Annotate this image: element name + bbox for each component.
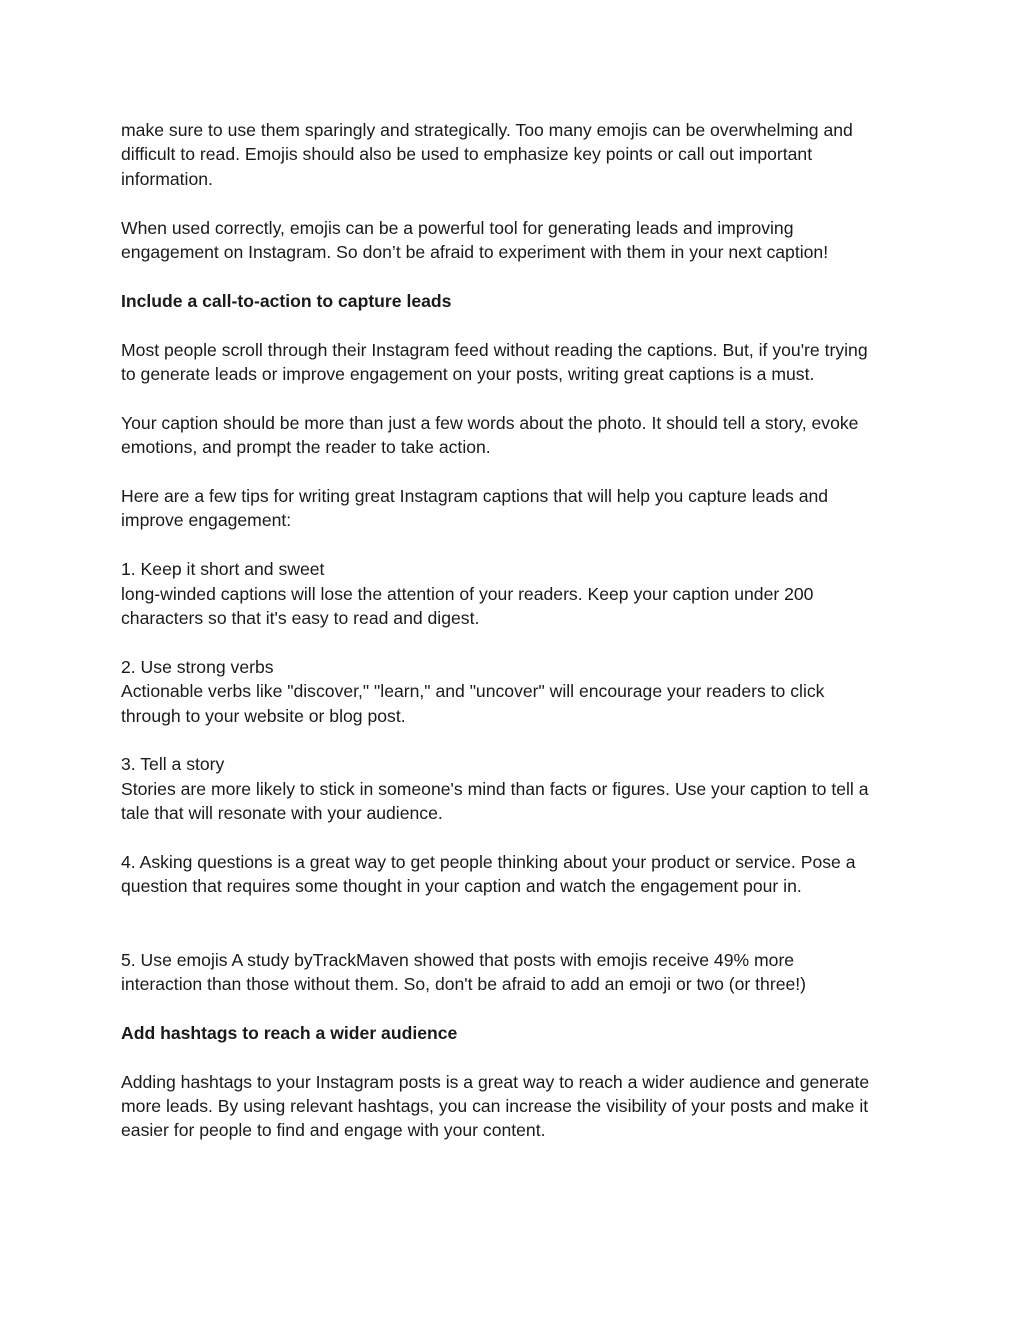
spacer: [121, 313, 911, 337]
spacer: [121, 460, 911, 484]
spacer: [121, 191, 911, 215]
tip-3-title: 3. Tell a story: [121, 754, 225, 775]
spacer: [121, 728, 911, 752]
heading-hashtags: Add hashtags to reach a wider audience: [121, 1022, 458, 1043]
spacer: [121, 386, 911, 410]
paragraph-scroll-feed: Most people scroll through their Instagram feed without reading the captions. But, if you're trying to generate leads or improve engagement on your posts, writing great captions is a must.: [121, 339, 868, 385]
spacer: [121, 264, 911, 288]
spacer: [121, 826, 911, 850]
tip-1-title: 1. Keep it short and sweet: [121, 559, 325, 580]
spacer: [121, 1045, 911, 1069]
spacer: [121, 996, 911, 1020]
paragraph-emoji-conclusion: When used correctly, emojis can be a powerful tool for generating leads and improving engagement on Instagram. So don’t be afraid to experiment with them in your next caption!: [121, 217, 829, 263]
spacer: [121, 533, 911, 557]
tip-4: 4. Asking questions is a great way to get people thinking about your product or service. Pose a question that requires some thought in your caption and watch the engagement pour in.: [121, 852, 856, 897]
tip-1-body: long-winded captions will lose the attention of your readers. Keep your caption under 200 characters so that it's easy to read and digest.: [121, 583, 814, 629]
paragraph-tips-intro: Here are a few tips for writing great Instagram captions that will help you capture leads and improve engagement:: [121, 486, 829, 531]
tip-5: 5. Use emojis A study byTrackMaven showed that posts with emojis receive 49% more interaction than those without them. So, don't be afraid to add an emoji or two (or three!): [121, 949, 807, 995]
spacer: [121, 899, 911, 948]
tip-2-body: Actionable verbs like "discover," "learn," and "uncover" will encourage your readers to click through to your website or blog post.: [121, 681, 825, 726]
document-page: [121, 118, 911, 1143]
tip-2-title: 2. Use strong verbs: [121, 656, 274, 677]
paragraph-emoji-usage: make sure to use them sparingly and strategically. Too many emojis can be overwhelming and difficult to read. Emojis should also be used to emphasize key points or call out important information.: [121, 120, 853, 189]
heading-call-to-action: Include a call-to-action to capture leads: [121, 290, 452, 311]
tip-3-body: Stories are more likely to stick in someone's mind than facts or figures. Use your caption to tell a tale that will resonate with your audience.: [121, 778, 869, 824]
paragraph-hashtags: Adding hashtags to your Instagram posts is a great way to reach a wider audience and generate more leads. By using relevant hashtags, you can increase the visibility of your posts and make it easier for people to find and engage with your content.: [121, 1071, 870, 1141]
spacer: [121, 630, 911, 654]
paragraph-caption-story: Your caption should be more than just a few words about the photo. It should tell a story, evoke emotions, and prompt the reader to take action.: [121, 412, 859, 458]
